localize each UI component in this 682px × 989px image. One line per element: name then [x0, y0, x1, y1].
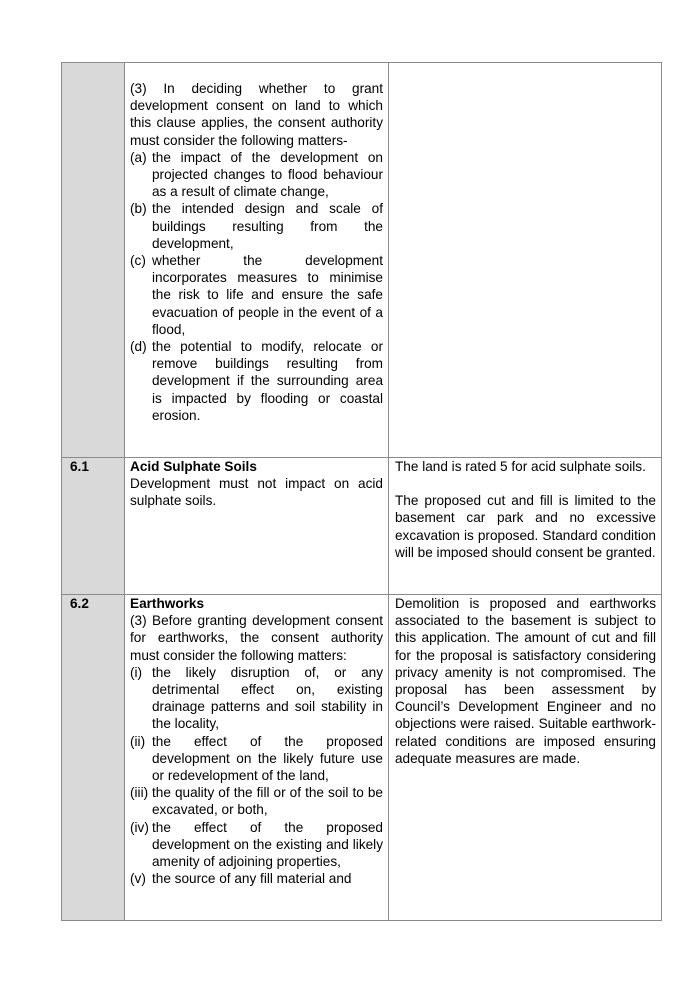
compliance-table: [61, 62, 662, 921]
list-item: [130, 784, 383, 818]
list-item-label: (c): [130, 253, 146, 269]
clause-title: Acid Sulphate Soils: [130, 459, 257, 474]
clause-intro: (3) In deciding whether to grant development consent on land to which this clause applies, the consent authority must consider the following matters-: [130, 81, 383, 148]
list-item-text: the likely disruption of, or any detrimental effect on, existing drainage patterns and soil stability in the locality,: [152, 664, 383, 732]
comment-cell: [389, 458, 662, 595]
requirement-cell: [125, 595, 389, 921]
clause-number: 6.2: [70, 596, 89, 611]
requirement-cell: [125, 63, 389, 458]
list-item-label: (a): [130, 149, 147, 165]
list-item-text: the potential to modify, relocate or remove buildings resulting from development if the surrounding area is impacted by flooding or coastal erosion.: [152, 339, 383, 423]
clause-title: Earthworks: [130, 596, 205, 611]
list-item-text: the effect of the proposed development on the existing and likely amenity of adjoining properties,: [152, 819, 383, 870]
table-row: [62, 63, 662, 458]
clause-intro: Development must not impact on acid sulphate soils.: [130, 476, 383, 509]
comment-cell: [389, 595, 662, 921]
comment-paragraph: The proposed cut and fill is limited to the basement car park and no excessive excavation is proposed. Standard condition will be imposed should consent be granted.: [395, 493, 656, 560]
list-item-text: the source of any fill material and: [152, 871, 352, 887]
list-item-text: the impact of the development on projected changes to flood behaviour as a result of climate change,: [152, 149, 383, 200]
comment-paragraph: The land is rated 5 for acid sulphate soils.: [395, 459, 646, 474]
requirement-cell: [125, 458, 389, 595]
list-item-label: (i): [130, 664, 143, 680]
list-item-label: (iii): [130, 785, 149, 801]
list-item: [130, 733, 383, 785]
comment-paragraph: Demolition is proposed and earthworks associated to the basement is subject to this application. The amount of cut and fill for the proposal is satisfactory considering privacy amenity is not compromised. The proposal has been assessment by Council’s Development Engineer and no objections were raised. Suitable earthwork-related conditions are imposed ensuring adequate measures are made.: [395, 596, 656, 766]
list-item-label: (v): [130, 871, 146, 887]
clause-number-cell: [62, 63, 125, 458]
list-item: [130, 200, 383, 252]
list-item-text: the effect of the proposed development on the likely future use or redevelopment of the land,: [152, 733, 383, 784]
list-item-label: (d): [130, 339, 147, 355]
list-item-text: the quality of the fill or of the soil to be excavated, or both,: [152, 785, 383, 818]
table-row: [62, 458, 662, 595]
list-item: [130, 664, 383, 733]
list-item: [130, 870, 383, 887]
table-row: [62, 595, 662, 921]
list-item-text: whether the development incorporates measures to minimise the risk to life and ensure the safe evacuation of people in the event of a flood,: [152, 253, 383, 337]
list-item: [130, 338, 383, 424]
list-item: [130, 252, 383, 338]
clause-number: 6.1: [70, 459, 89, 474]
clause-intro: (3) Before granting development consent for earthworks, the consent authority must consider the following matters:: [130, 613, 383, 663]
comment-cell: [389, 63, 662, 458]
list-item-label: (ii): [130, 733, 146, 749]
list-item-text: the intended design and scale of buildings resulting from the development,: [152, 201, 383, 251]
list-item-label: (iv): [130, 819, 149, 835]
list-item: [130, 819, 383, 871]
list-item-label: (b): [130, 201, 147, 217]
clause-number-cell: [62, 458, 125, 595]
clause-number-cell: [62, 595, 125, 921]
list-item: [130, 149, 383, 201]
